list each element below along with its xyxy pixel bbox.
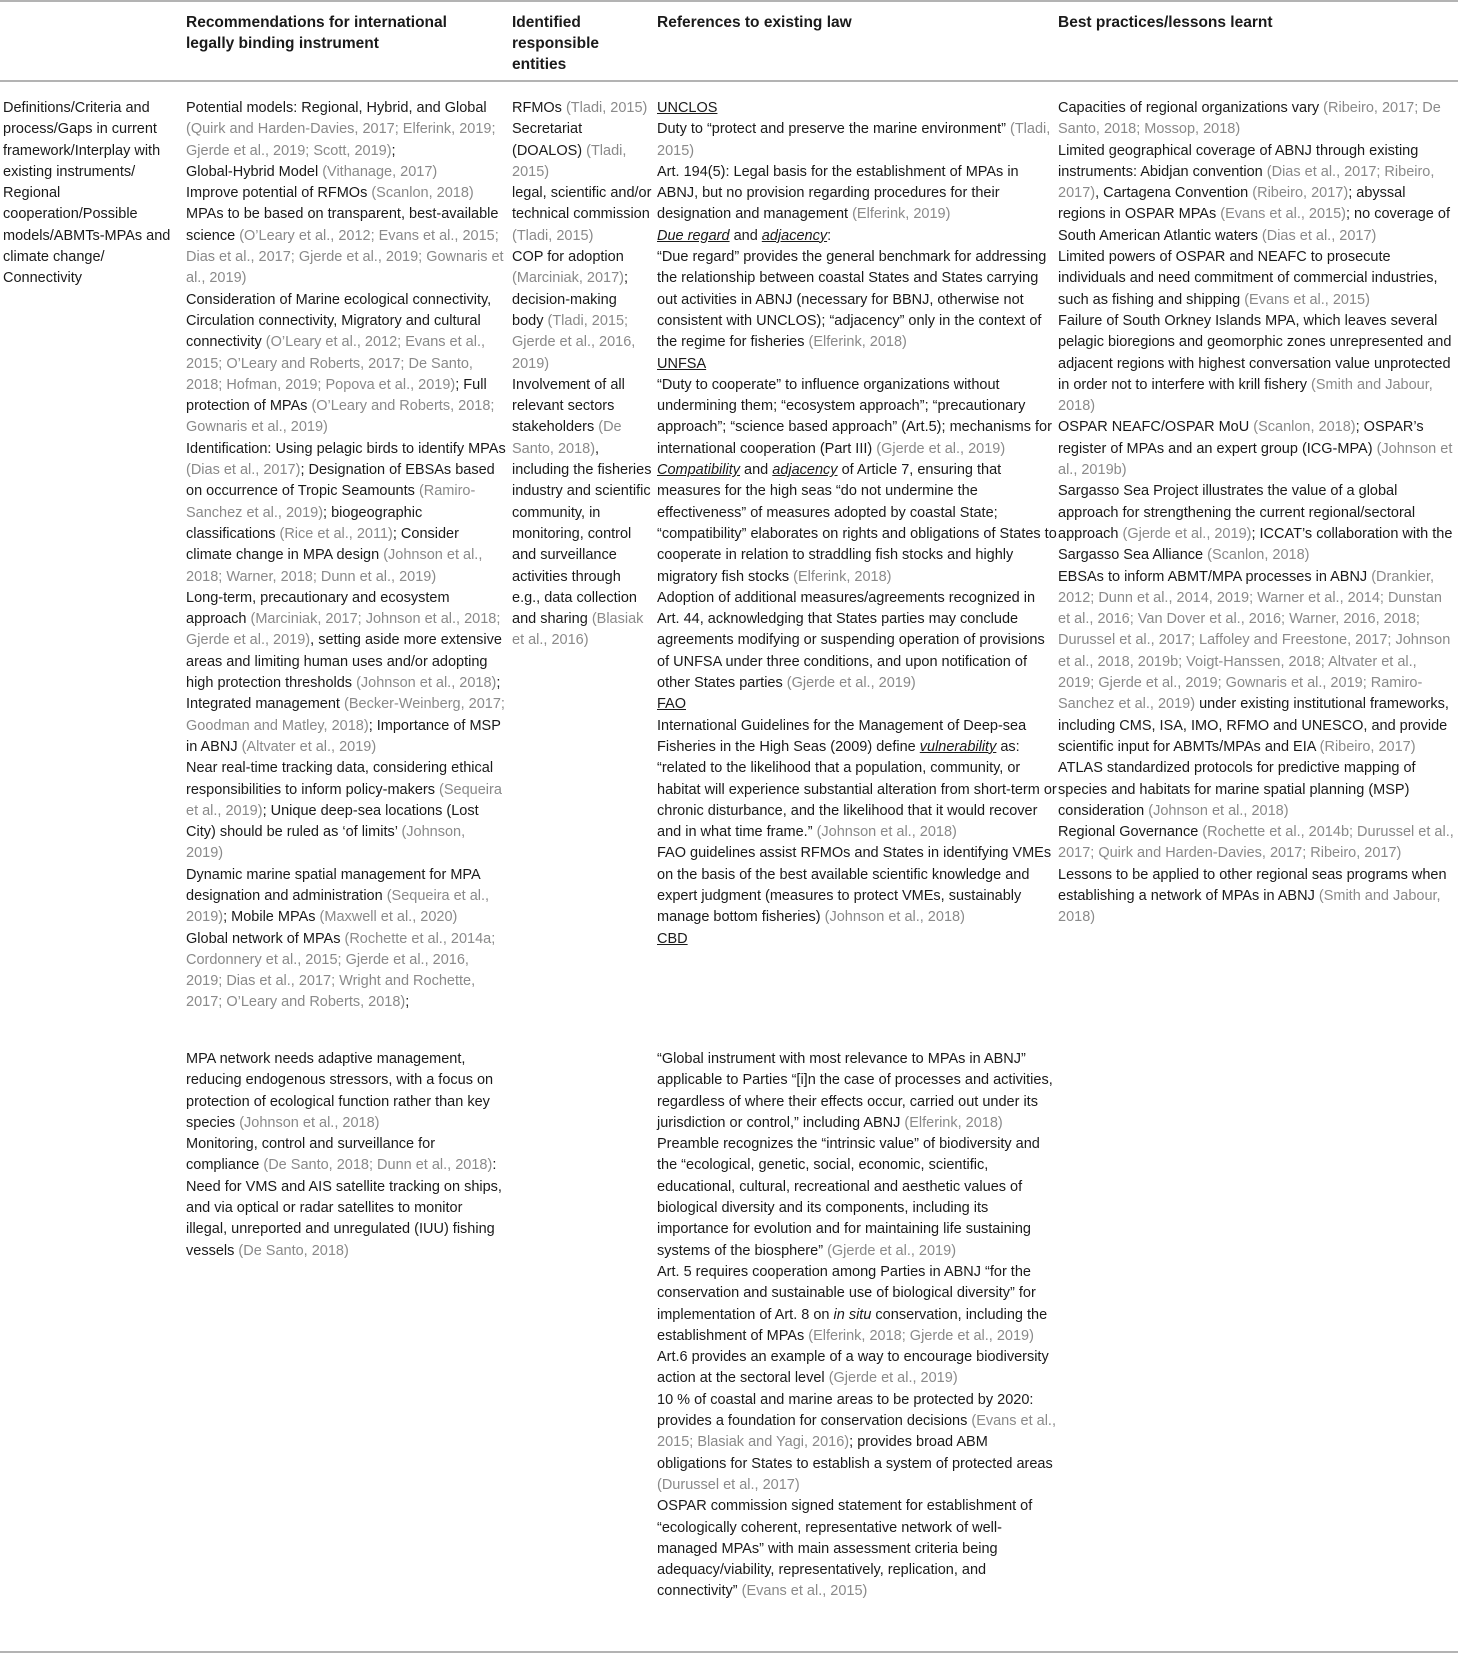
cell-paragraph — [657, 694, 1057, 715]
cell-text: Improve potential of RFMOs — [186, 185, 372, 202]
cell-text: as: “related to the likelihood that a population, community, or habitat will experience substantial alteration from short-term or chronic disturbance, and the likelihood that it would recover and in what time frame.” — [657, 738, 1057, 841]
citation: (Evans et al., 2015; Blasiak and Yagi, 2016) — [657, 1413, 1056, 1451]
bottom-rule — [0, 1651, 1458, 1653]
cell-paragraph — [1058, 865, 1454, 929]
cell-text: ; Unique deep-sea locations (Lost City) should be ruled as ‘of limits’ — [186, 802, 479, 841]
cell-text: Identification: Using pelagic birds to identify MPAs — [186, 440, 506, 457]
citation: (Scanlon, 2018) — [371, 185, 474, 202]
cell-text: ; decision-making body — [512, 270, 629, 329]
cell-text: Involvement of all relevant sectors stakeholders — [512, 376, 625, 436]
citation: (Johnson et al., 2018) — [239, 1114, 380, 1131]
citation: (Dias et al., 2017; Ribeiro, 2017) — [1058, 163, 1435, 202]
cell-paragraph — [657, 1347, 1057, 1390]
cell-text: adjacency — [772, 462, 838, 479]
cell-paragraph — [657, 1496, 1057, 1602]
citation: (De Santo, 2018; Dunn et al., 2018) — [263, 1157, 493, 1174]
header-practices: Best practices/lessons learnt — [1058, 14, 1273, 31]
citation: (Blasiak et al., 2016) — [512, 611, 644, 649]
cell-text: MPA network needs adaptive management, reducing endogenous stressors, with a focus on protection of ecological function rather than key species — [186, 1051, 494, 1131]
cell-text: , Cartagena Convention — [1095, 185, 1253, 202]
citation: (Evans et al., 2015) — [1244, 291, 1370, 308]
cell-text: RFMOs — [512, 100, 566, 116]
cell-paragraph — [512, 247, 652, 375]
cell-paragraph — [186, 1049, 506, 1134]
cell-text: in situ — [833, 1306, 872, 1323]
citation: (Ribeiro, 2017) — [1252, 185, 1349, 202]
cell-text: legal, scientific and/or technical commission — [512, 185, 652, 223]
cell-paragraph — [657, 716, 1057, 844]
cell-text: FAO guidelines assist RFMOs and States in identifying VMEs on the basis of the best available scientific knowledge and expert judgment (measures to protect VMEs, sustainably manage bottom fisheries) — [657, 845, 1052, 926]
cell-paragraph — [186, 758, 506, 864]
cell-text: Dynamic marine spatial management for MPA designation and administration — [186, 866, 480, 904]
cell-paragraph — [512, 98, 652, 119]
citation: (Elferink, 2018) — [808, 334, 907, 351]
cell-paragraph — [186, 929, 506, 1014]
cell-text: Lessons to be applied to other regional seas programs when establishing a network of MPAs in ABNJ — [1058, 866, 1447, 904]
citation: (Gjerde et al., 2019) — [1122, 525, 1252, 542]
cell-text: OSPAR NEAFC/OSPAR MoU — [1058, 419, 1254, 436]
cell-paragraph — [1058, 822, 1454, 865]
cell-text: Due regard — [657, 227, 730, 244]
citation: (Ribeiro, 2017) — [1319, 738, 1416, 755]
cell-text: ; ICCAT’s collaboration with the Sargasso Sea Alliance — [1058, 525, 1453, 564]
cell-paragraph — [186, 183, 506, 204]
citation: (Tladi, 2015) — [565, 100, 648, 116]
cell-text: ; Designation of EBSAs based on occurrence of Tropic Seamounts — [186, 462, 495, 500]
cell-paragraph — [186, 98, 506, 162]
cell-paragraph — [512, 119, 652, 183]
citation: (Quirk and Harden-Davies, 2017; Elferink, 2019; Gjerde et al., 2019; Scott, 2019) — [186, 121, 496, 159]
citation: (Johnson et al., 2018; Warner, 2018; Dunn et al., 2019) — [186, 547, 483, 585]
cell-text: MPAs to be based on transparent, best-available science — [186, 206, 499, 244]
cell-text: Sargasso Sea Project illustrates the value of a global approach for strengthening the current regional/sectoral approach — [1058, 483, 1416, 542]
cell-paragraph — [657, 375, 1057, 460]
citation: (Dias et al., 2017) — [1261, 227, 1377, 244]
cell-paragraph — [1058, 417, 1454, 481]
cell-paragraph — [657, 354, 1057, 375]
cell-paragraph — [186, 162, 506, 183]
cell-text: “Global instrument with most relevance to MPAs in ABNJ” applicable to Parties “[i]n the case of processes and activities, regardless of where their effects occur, carried out under its jurisdiction or control,” including ABNJ — [657, 1051, 1053, 1131]
cell-paragraph — [657, 226, 1057, 247]
cell-text: OSPAR commission signed statement for establishment of “ecologically coherent, representative network of well-managed MPAs” with main assessment criteria being adequacy/viability, representatively, replication, and connectivity” — [657, 1498, 1033, 1600]
cell-text: ATLAS standardized protocols for predictive mapping of species and habitats for marine spatial planning (MSP) consideration — [1058, 760, 1416, 819]
recommendations-column-continued — [186, 1049, 506, 1262]
recommendations-column — [186, 98, 506, 1014]
cell-text: , setting aside more extensive areas and limiting human uses and/or adopting high protection thresholds — [186, 632, 502, 692]
cell-text: EBSAs to inform ABMT/MPA processes in ABNJ — [1058, 568, 1372, 585]
cell-paragraph — [1058, 481, 1454, 566]
cell-paragraph — [657, 1134, 1057, 1262]
citation: (Marciniak, 2017; Johnson et al., 2018; Gjerde et al., 2019) — [186, 611, 501, 649]
cell-paragraph — [657, 460, 1057, 588]
cell-text: Potential models: Regional, Hybrid, and Global — [186, 100, 487, 116]
cell-text: Regional Governance — [1058, 824, 1203, 841]
citation: (Gjerde et al., 2019) — [828, 1370, 958, 1387]
cell-paragraph — [657, 1390, 1057, 1496]
citation: (Altvater et al., 2019) — [241, 738, 377, 755]
cell-text: conservation, including the establishment of MPAs — [657, 1306, 1048, 1344]
cell-text: ; abyssal regions in OSPAR MPAs — [1058, 185, 1406, 223]
cell-text: Limited powers of OSPAR and NEAFC to prosecute individuals and need commitment of commercial industries, such as fishing and shipping — [1058, 249, 1438, 308]
cell-text: ; no coverage of South American Atlantic waters — [1058, 206, 1450, 244]
citation: (O’Leary et al., 2012; Evans et al., 2015; O’Leary and Roberts, 2017; De Santo, 2018; Hofman, 2019; Popova et al., 2019) — [186, 334, 486, 393]
citation: (Gjerde et al., 2019) — [786, 675, 916, 692]
citation: (Vithanage, 2017) — [322, 163, 438, 180]
cell-text: and — [729, 227, 762, 244]
citation: (O’Leary et al., 2012; Evans et al., 2015; Dias et al., 2017; Gjerde et al., 2019; Gownaris et al., 2019) — [186, 227, 504, 287]
cell-paragraph — [657, 1049, 1057, 1134]
cell-text: Art.6 provides an example of a way to encourage biodiversity action at the sectoral level — [657, 1349, 1049, 1387]
citation: (Marciniak, 2017) — [512, 270, 625, 287]
cell-text: Secretariat (DOALOS) — [512, 121, 587, 159]
citation: (Durussel et al., 2017) — [657, 1476, 800, 1493]
practices-column — [1058, 98, 1454, 929]
citation: (Johnson et al., 2019b) — [1058, 440, 1453, 479]
law-column — [657, 98, 1057, 950]
cell-paragraph — [1058, 141, 1454, 247]
cell-paragraph — [186, 439, 506, 588]
cell-text: ; Mobile MPAs — [223, 909, 320, 926]
cell-text: Duty to “protect and preserve the marine environment” — [657, 121, 1010, 138]
cell-paragraph — [512, 375, 652, 652]
cell-text: Long-term, precautionary and ecosystem approach — [186, 589, 450, 628]
cell-text: ; — [405, 994, 410, 1011]
cell-text: “Duty to cooperate” to influence organizations without undermining them; “ecosystem approach”; “precautionary approach”; “science based approach” (Art.5); mechanisms for international cooperation (Part III) — [657, 376, 1052, 457]
cell-text: Capacities of regional organizations vary — [1058, 100, 1324, 116]
cell-paragraph — [657, 162, 1057, 226]
citation: (Tladi, 2015; Gjerde et al., 2016, 2019) — [512, 312, 636, 372]
cell-text: Consideration of Marine ecological connectivity, Circulation connectivity, Migratory and cultural connectivity — [186, 291, 492, 351]
citation: (Rice et al., 2011) — [279, 525, 393, 542]
cell-text: Compatibility — [657, 462, 740, 479]
citation: (Tladi, 2015) — [512, 227, 594, 244]
citation: (Tladi, 2015) — [657, 121, 1051, 159]
cell-text: UNFSA — [657, 355, 707, 372]
cell-paragraph — [1058, 98, 1454, 141]
law-column-continued — [657, 1049, 1057, 1603]
cell-text: : Need for VMS and AIS satellite tracking on ships, and via optical or radar satellites to monitor illegal, unreported and unregulated (IUU) fishing vessels — [186, 1157, 502, 1259]
cell-paragraph — [657, 247, 1057, 353]
citation: (O’Leary and Roberts, 2018; Gownaris et al., 2019) — [186, 398, 495, 436]
citation: (Gjerde et al., 2019) — [876, 440, 1006, 457]
header-rule — [0, 80, 1458, 82]
cell-text: 10 % of coastal and marine areas to be protected by 2020: provides a foundation for conservation decisions — [657, 1391, 1034, 1430]
cell-paragraph — [186, 865, 506, 929]
citation: (Elferink, 2018; Gjerde et al., 2019) — [808, 1327, 1034, 1344]
citation: (Johnson, 2019) — [186, 824, 466, 862]
header-recommendations: Recommendations for international legally binding instrument — [186, 14, 447, 52]
citation: (De Santo, 2018) — [238, 1242, 349, 1259]
citation: (De Santo, 2018) — [512, 419, 622, 457]
citation: (Johnson et al., 2018) — [356, 675, 497, 692]
citation: (Sequeira et al., 2019) — [186, 887, 490, 926]
citation: (Evans et al., 2015) — [741, 1583, 868, 1600]
cell-text: ; — [391, 142, 396, 159]
citation: (Tladi, 2015) — [512, 142, 627, 180]
cell-text: adjacency — [761, 227, 828, 244]
cell-text: Monitoring, control and surveillance for compliance — [186, 1136, 436, 1174]
top-rule — [0, 0, 1458, 2]
cell-text: Global network of MPAs — [186, 930, 345, 947]
cell-text: ; Integrated management — [186, 675, 501, 713]
citation: (Elferink, 2019) — [852, 206, 951, 223]
cell-text: Art. 5 requires cooperation among Parties in ABNJ “for the conservation and sustainable use of biological diversity” for implementation of Art. 8 on — [657, 1263, 1036, 1323]
citation: (Rochette et al., 2014a; Cordonnery et al., 2015; Gjerde et al., 2016, 2019; Dias et al., 2017; Wright and Rochette, 2017; O’Leary and Roberts, 2018) — [186, 930, 496, 1011]
citation: (Johnson et al., 2018) — [1148, 802, 1289, 819]
cell-paragraph — [657, 929, 1057, 950]
cell-paragraph — [186, 290, 506, 439]
cell-paragraph — [186, 1134, 506, 1262]
cell-text: Art. 194(5): Legal basis for the establishment of MPAs in ABNJ, but no provision regarding procedures for their designation and management — [657, 163, 1019, 223]
cell-text: COP for adoption — [512, 249, 624, 266]
citation: (Ribeiro, 2017; De Santo, 2018; Mossop, 2018) — [1058, 100, 1441, 138]
cell-paragraph — [1058, 567, 1454, 759]
cell-text: International Guidelines for the Management of Deep-sea Fisheries in the High Seas (2009) define — [657, 717, 1027, 755]
citation: (Johnson et al., 2018) — [824, 909, 965, 926]
cell-paragraph — [1058, 247, 1454, 311]
cell-text: and — [740, 462, 773, 479]
cell-text: : — [827, 227, 832, 244]
citation: (Johnson et al., 2018) — [816, 824, 957, 841]
cell-text: ; Importance of MSP in ABNJ — [186, 717, 501, 755]
cell-text: Failure of South Orkney Islands MPA, which leaves several pelagic bioregions and geomorphic zones unrepresented and adjacent regions with highest conversation value unprotected in order not to interfere with krill fishery — [1058, 312, 1452, 393]
citation: (Elferink, 2018) — [793, 568, 892, 585]
citation: (Elferink, 2018) — [904, 1114, 1003, 1131]
cell-text: Preamble recognizes the “intrinsic value” of biodiversity and the “ecological, genetic, social, economic, scientific, educational, cultural, recreational and aesthetic values of biological diversity and its components, including its importance for evolution and for maintaining life sustaining systems of the biosphere” — [657, 1136, 1040, 1259]
header-law: References to existing law — [657, 14, 852, 31]
cell-text: “Due regard” provides the general benchmark for addressing the relationship between coastal States and States carrying out activities in ABNJ (necessary for BBNJ, otherwise not consistent with UNCLOS); “adjacency” only in the context of the regime for fisheries — [657, 249, 1047, 351]
cell-paragraph — [186, 204, 506, 289]
cell-text: , including the fisheries industry and scientific community, in monitoring, control and surveillance activities through e.g., data collection and sharing — [512, 440, 652, 628]
cell-paragraph — [657, 98, 1057, 119]
cell-text: Limited geographical coverage of ABNJ through existing instruments: Abidjan convention — [1058, 142, 1419, 180]
cell-text: Global-Hybrid Model — [186, 163, 323, 180]
citation: (Scanlon, 2018) — [1207, 547, 1310, 564]
cell-text: of Article 7, ensuring that measures for the high seas “do not undermine the effectiveness” of measures adopted by coastal State; “compatibility” elaborates on rights and obligations of States to cooperate in relation to straddling fish stocks and highly migratory fish stocks — [657, 462, 1057, 585]
cell-text: UNCLOS — [657, 100, 718, 116]
cell-text: under existing institutional frameworks, including CMS, ISA, IMO, RFMO and UNESCO, and provide scientific input for ABMTs/MPAs and EIA — [1058, 696, 1449, 755]
citation: (Drankier, 2012; Dunn et al., 2014, 2019; Warner et al., 2014; Dunstan et al., 2016; Van Dover et al., 2016; Warner, 2016, 2018; Durussel et al., 2017; Laffoley and Freestone, 2017; Johnson et al., 2018, 2019b; Voigt-Hanssen, 2018; Altvater et al., 2019; Gjerde et al., 2019; Gownaris et al., 2019; Ramiro-Sanchez et al., 2019) — [1058, 568, 1451, 713]
row-label: Definitions/Criteria and process/Gaps in current framework/Interplay with existing instruments/ Regional cooperation/Possible models/ABMTs-MPAs and climate change/ Connectivity — [3, 100, 171, 287]
citation: (Scanlon, 2018) — [1253, 419, 1356, 436]
citation: (Ramiro-Sanchez et al., 2019) — [186, 483, 476, 521]
cell-text: ; biogeographic classifications — [186, 504, 423, 542]
cell-text: ; Consider climate change in MPA design — [186, 525, 459, 564]
citation: (Rochette et al., 2014b; Durussel et al., 2017; Quirk and Harden-Davies, 2017; Ribeiro, 2017) — [1058, 824, 1454, 862]
cell-paragraph — [1058, 758, 1454, 822]
citation: (Smith and Jabour, 2018) — [1058, 887, 1441, 926]
cell-paragraph — [657, 843, 1057, 928]
citation: (Sequeira et al., 2019) — [186, 781, 502, 819]
cell-paragraph — [657, 119, 1057, 162]
cell-text: ; provides broad ABM obligations for States to establish a system of protected areas — [657, 1434, 1053, 1472]
cell-text: Near real-time tracking data, considering ethical responsibilities to inform policy-makers — [186, 760, 494, 798]
citation: (Becker-Weinberg, 2017; Goodman and Matley, 2018) — [186, 696, 505, 734]
cell-text: Adoption of additional measures/agreements recognized in Art. 44, acknowledging that States parties may conclude agreements modifying or suspending operation of provisions of UNFSA under three conditions, and upon notification of other States parties — [657, 589, 1045, 692]
entities-column — [512, 98, 652, 652]
cell-paragraph — [657, 588, 1057, 694]
cell-paragraph — [186, 588, 506, 758]
cell-text: FAO — [657, 696, 687, 713]
citation: (Smith and Jabour, 2018) — [1058, 376, 1433, 415]
citation: (Gjerde et al., 2019) — [827, 1242, 957, 1259]
cell-paragraph — [657, 1262, 1057, 1347]
cell-text: vulnerability — [919, 738, 997, 755]
header-entities: Identified responsible entities — [512, 14, 599, 73]
cell-paragraph — [1058, 311, 1454, 417]
citation: (Dias et al., 2017) — [186, 462, 301, 479]
cell-text: ; OSPAR’s register of MPAs and an expert group (ICG-MPA) — [1058, 419, 1424, 457]
citation: (Evans et al., 2015) — [1220, 206, 1346, 223]
cell-text: CBD — [657, 930, 688, 947]
cell-text: ; Full protection of MPAs — [186, 376, 487, 415]
citation: (Maxwell et al., 2020) — [319, 909, 458, 926]
cell-paragraph — [512, 183, 652, 247]
